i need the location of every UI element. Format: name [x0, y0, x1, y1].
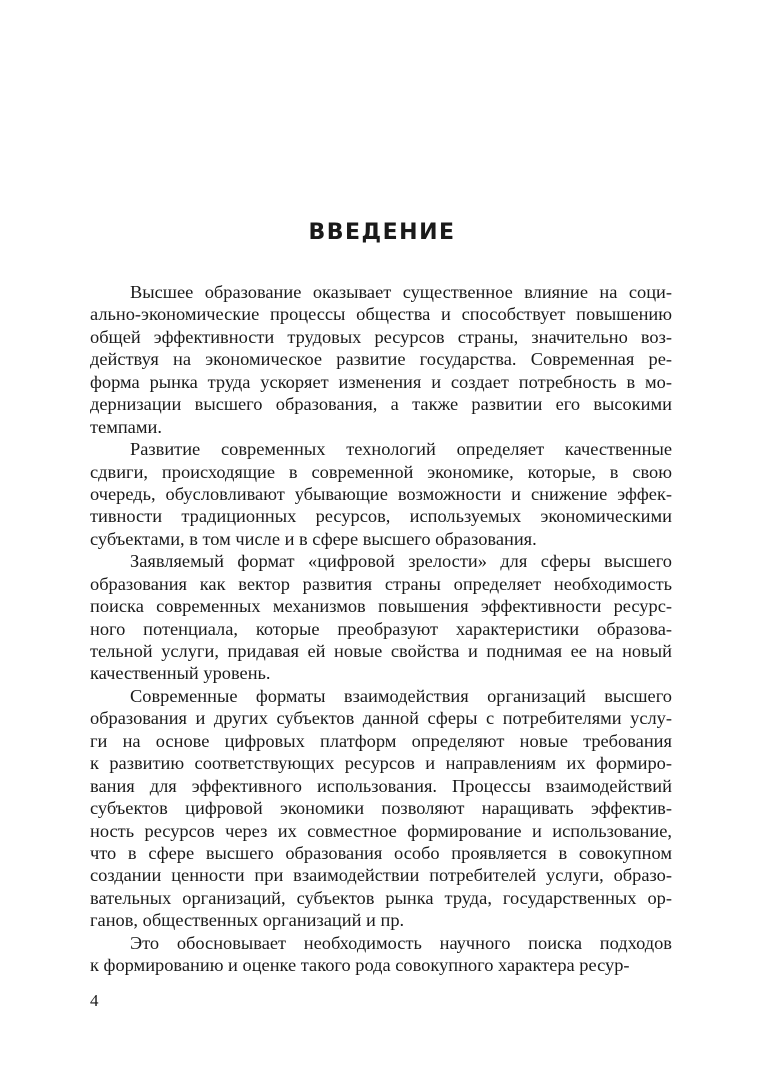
text-line: очередь, обусловливают убывающие возможности и снижение эффек- — [90, 483, 672, 504]
page-number: 4 — [90, 991, 99, 1010]
text-line: Это обосновывает необходимость научного поиска подходов — [130, 932, 672, 953]
paragraph — [90, 281, 672, 438]
text-line: вательных организаций, субъектов рынка труда, государственных ор- — [90, 887, 672, 908]
body-text — [90, 281, 672, 977]
text-line: поиска современных механизмов повышения эффективности ресурс- — [90, 596, 672, 617]
text-line: форма рынка труда ускоряет изменения и создает потребность в мо- — [90, 371, 672, 392]
text-line: образования как вектор развития страны определяет необходимость — [90, 573, 672, 594]
text-line: качественный уровень. — [90, 663, 271, 684]
paragraph — [90, 438, 672, 550]
text-line: Развитие современных технологий определяет качественные — [130, 439, 672, 460]
paragraph — [90, 550, 672, 685]
text-line: тивности традиционных ресурсов, используемых экономическими — [90, 506, 672, 527]
text-line: субъектов цифровой экономики позволяют наращивать эффектив- — [90, 798, 672, 819]
text-line: тельной услуги, придавая ей новые свойства и поднимая ее на новый — [90, 641, 672, 661]
text-line: ганов, общественных организаций и пр. — [90, 910, 405, 931]
text-line: сдвиги, происходящие в современной экономике, которые, в свою — [90, 461, 672, 482]
text-line: ность ресурсов через их совместное формирование и использование, — [90, 820, 672, 841]
paragraph — [90, 685, 672, 932]
text-line: вания для эффективного использования. Процессы взаимодействий — [90, 775, 672, 796]
text-line: Современные форматы взаимодействия организаций высшего — [130, 685, 672, 706]
text-line: создании ценности при взаимодействии потребителей услуги, образо- — [90, 865, 672, 886]
text-line: субъектами, в том числе и в сфере высшего образования. — [90, 528, 537, 549]
text-line: дернизации высшего образования, а также развитии его высокими — [90, 394, 672, 415]
text-line: образования и других субъектов данной сферы с потребителями услу- — [90, 708, 672, 729]
text-line: Заявляемый формат «цифровой зрелости» для сферы высшего — [130, 551, 672, 572]
text-line: что в сфере высшего образования особо проявляется в совокупном — [90, 842, 672, 863]
text-line: Высшее образование оказывает существенное влияние на соци- — [130, 282, 672, 302]
text-line: общей эффективности трудовых ресурсов страны, значительно воз- — [90, 326, 672, 347]
text-line: ально-экономические процессы общества и способствует повышению — [90, 304, 672, 325]
text-line: ги на основе цифровых платформ определяют новые требования — [90, 730, 672, 751]
text-line: к формированию и оценке такого рода совокупного характера ресур- — [90, 955, 630, 976]
text-line: к развитию соответствующих ресурсов и направлениям их формиро- — [90, 753, 672, 774]
text-line: действуя на экономическое развитие государства. Современная ре- — [90, 349, 672, 370]
page-title: ВВЕДЕНИЕ — [308, 220, 456, 245]
text-line: темпами. — [90, 416, 162, 437]
text-line: ного потенциала, которые преобразуют характеристики образова- — [90, 618, 672, 639]
paragraph — [90, 932, 672, 977]
